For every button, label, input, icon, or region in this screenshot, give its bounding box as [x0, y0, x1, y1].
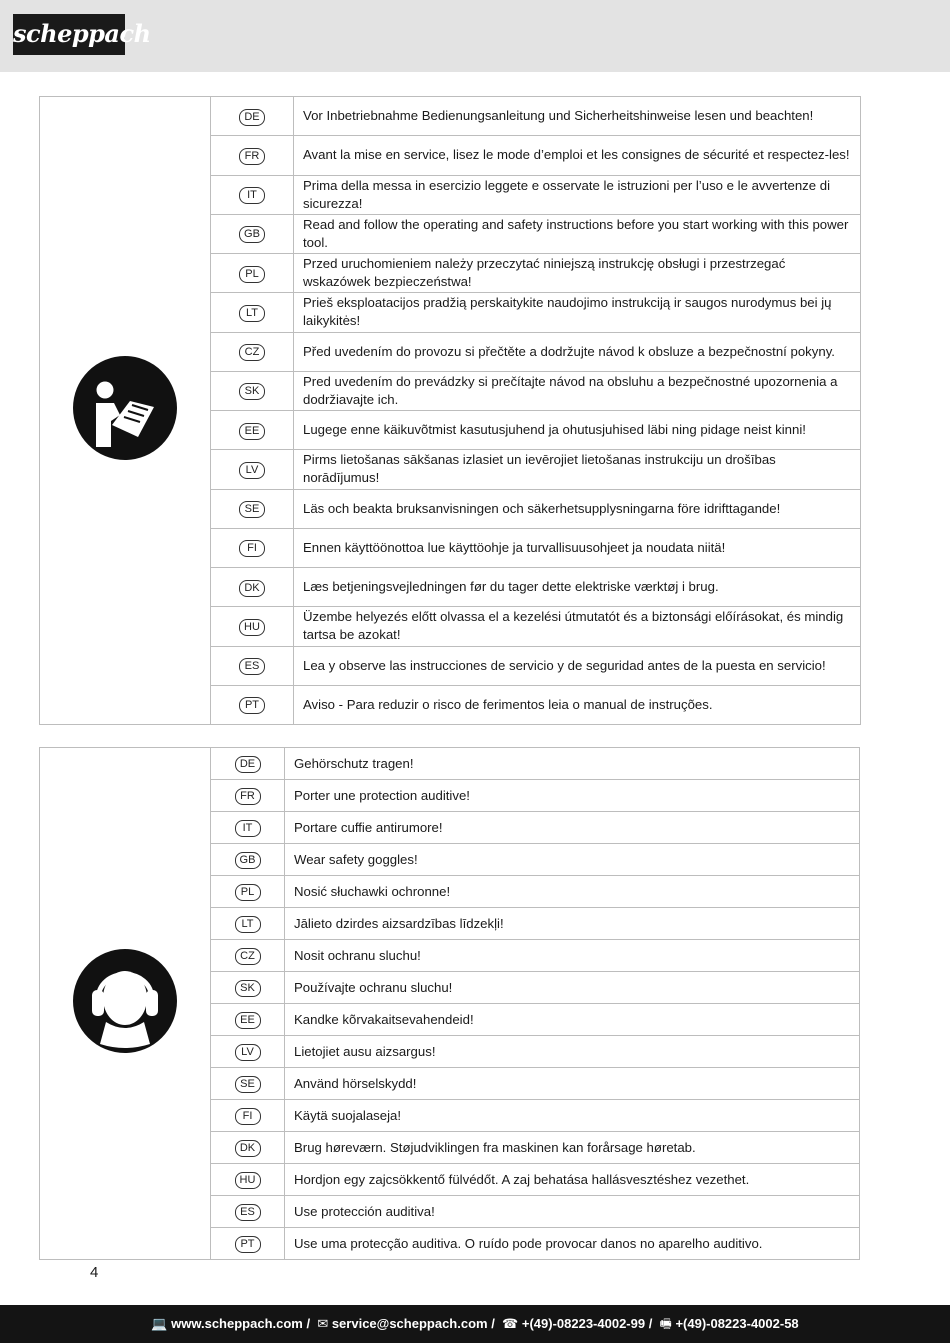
language-code-cell	[211, 411, 294, 450]
instruction-text: Use protección auditiva!	[285, 1196, 860, 1228]
instruction-text: Use uma protecção auditiva. O ruído pode provocar danos no aparelho auditivo.	[285, 1228, 860, 1260]
language-code-badge: LT	[235, 916, 261, 933]
read-manual-icon	[40, 97, 211, 725]
instruction-text: Brug høreværn. Støjudviklingen fra maskinen kan forårsage høretab.	[285, 1132, 860, 1164]
language-code-cell	[211, 214, 294, 253]
fax-icon: 🖷	[655, 1316, 676, 1331]
instruction-text: Przed uruchomieniem należy przeczytać niniejszą instrukcję obsługi i przestrzegać wskazówek bezpieczeństwa!	[294, 254, 861, 293]
language-code-cell	[211, 685, 294, 724]
phone-icon: ☎	[498, 1316, 522, 1331]
language-code-badge: CZ	[239, 344, 265, 361]
instruction-text: Nosić słuchawki ochronne!	[285, 876, 860, 908]
instruction-text: Lietojiet ausu aizsargus!	[285, 1036, 860, 1068]
computer-icon: 💻	[151, 1316, 172, 1331]
language-code-badge: SE	[239, 501, 265, 518]
language-code-badge: PL	[235, 884, 261, 901]
language-code-badge: FR	[235, 788, 261, 805]
instruction-text: Používajte ochranu sluchu!	[285, 972, 860, 1004]
instruction-text: Jālieto dzirdes aizsardzības līdzekļi!	[285, 908, 860, 940]
language-code-cell	[211, 646, 294, 685]
instruction-text: Read and follow the operating and safety instructions before you start working with this power tool.	[294, 214, 861, 253]
language-code-badge: IT	[235, 820, 261, 837]
language-code-badge: IT	[239, 187, 265, 204]
language-code-badge: CZ	[235, 948, 261, 965]
instruction-text: Porter une protection auditive!	[285, 780, 860, 812]
language-code-badge: GB	[239, 226, 265, 243]
language-code-cell	[211, 972, 285, 1004]
ear-protection-icon	[40, 748, 211, 1260]
language-code-cell	[211, 876, 285, 908]
language-code-cell	[211, 1004, 285, 1036]
instruction-text: Läs och beakta bruksanvisningen och säkerhetsupplysningarna före idrifttagande!	[294, 489, 861, 528]
instruction-text: Avant la mise en service, lisez le mode d’emploi et les consignes de sécurité et respectez-les!	[294, 136, 861, 175]
language-code-cell	[211, 1100, 285, 1132]
language-code-badge: PT	[235, 1236, 261, 1253]
language-code-cell	[211, 332, 294, 371]
language-code-badge: DE	[239, 109, 265, 126]
language-code-cell	[211, 371, 294, 410]
language-code-badge: GB	[235, 852, 261, 869]
language-code-badge: ES	[239, 658, 265, 675]
page-number: 4	[90, 1264, 99, 1281]
table-row	[40, 748, 860, 780]
language-code-badge: SE	[235, 1076, 261, 1093]
language-code-cell	[211, 293, 294, 332]
language-code-cell	[211, 1132, 285, 1164]
language-code-badge: HU	[239, 619, 265, 636]
language-code-badge: DK	[235, 1140, 261, 1157]
language-code-badge: EE	[235, 1012, 261, 1029]
read-manual-table	[39, 96, 861, 725]
instruction-text: Vor Inbetriebnahme Bedienungsanleitung und Sicherheitshinweise lesen und beachten!	[294, 97, 861, 136]
language-code-badge: PL	[239, 266, 265, 283]
language-code-cell	[211, 908, 285, 940]
language-code-cell	[211, 1036, 285, 1068]
language-code-cell	[211, 844, 285, 876]
instruction-text: Käytä suojalaseja!	[285, 1100, 860, 1132]
page-footer	[0, 1305, 950, 1343]
language-code-badge: FI	[235, 1108, 261, 1125]
instruction-text: Lea y observe las instrucciones de servicio y de seguridad antes de la puesta en servicio!	[294, 646, 861, 685]
language-code-cell	[211, 528, 294, 567]
language-code-cell	[211, 607, 294, 646]
instruction-text: Ennen käyttöönottoa lue käyttöohje ja turvallisuusohjeet ja noudata niitä!	[294, 528, 861, 567]
mail-icon: ✉	[313, 1316, 332, 1331]
language-code-badge: EE	[239, 423, 265, 440]
table-row	[40, 97, 861, 136]
footer-fax: +(49)-08223-4002-58	[675, 1316, 799, 1331]
instruction-text: Kandke kõrvakaitsevahendeid!	[285, 1004, 860, 1036]
language-code-cell	[211, 812, 285, 844]
instruction-text: Använd hörselskydd!	[285, 1068, 860, 1100]
language-code-badge: LV	[239, 462, 265, 479]
language-code-badge: PT	[239, 697, 265, 714]
language-code-cell	[211, 97, 294, 136]
instruction-text: Prima della messa in esercizio leggete e osservate le istruzioni per l’uso e le avvertenze di sicurezza!	[294, 175, 861, 214]
language-code-cell	[211, 175, 294, 214]
footer-website: www.scheppach.com /	[171, 1316, 311, 1331]
ear-protection-table	[39, 747, 860, 1260]
scheppach-logo: scheppach	[13, 14, 125, 55]
instruction-text: Üzembe helyezés előtt olvassa el a kezelési útmutatót és a biztonsági előírásokat, és mindig tartsa be azokat!	[294, 607, 861, 646]
instruction-text: Před uvedením do provozu si přečtěte a dodržujte návod k obsluze a bezpečnostní pokyny.	[294, 332, 861, 371]
language-code-cell	[211, 940, 285, 972]
language-code-cell	[211, 1196, 285, 1228]
footer-email: service@scheppach.com /	[331, 1316, 495, 1331]
instruction-text: Wear safety goggles!	[285, 844, 860, 876]
language-code-badge: SK	[239, 383, 265, 400]
instruction-text: Gehörschutz tragen!	[285, 748, 860, 780]
language-code-badge: SK	[235, 980, 261, 997]
instruction-text: Hordjon egy zajcsökkentő fülvédőt. A zaj behatása hallásvesztéshez vezethet.	[285, 1164, 860, 1196]
language-code-cell	[211, 489, 294, 528]
language-code-cell	[211, 568, 294, 607]
language-code-badge: DE	[235, 756, 261, 773]
language-code-cell	[211, 1068, 285, 1100]
instruction-text: Prieš eksploatacijos pradžią perskaitykite naudojimo instrukciją ir saugos nurodymus bei jų laikykitės!	[294, 293, 861, 332]
language-code-cell	[211, 1228, 285, 1260]
instruction-text: Pirms lietošanas sākšanas izlasiet un ievērojiet lietošanas instrukciju un drošības norādījumus!	[294, 450, 861, 489]
instruction-text: Nosit ochranu sluchu!	[285, 940, 860, 972]
instruction-text: Portare cuffie antirumore!	[285, 812, 860, 844]
language-code-cell	[211, 1164, 285, 1196]
instruction-text: Læs betjeningsvejledningen før du tager dette elektriske værktøj i brug.	[294, 568, 861, 607]
language-code-cell	[211, 748, 285, 780]
language-code-cell	[211, 254, 294, 293]
language-code-cell	[211, 136, 294, 175]
language-code-badge: ES	[235, 1204, 261, 1221]
language-code-badge: FI	[239, 540, 265, 557]
language-code-badge: FR	[239, 148, 265, 165]
instruction-text: Lugege enne käikuvõtmist kasutusjuhend ja ohutusjuhised läbi ning pidage neist kinni!	[294, 411, 861, 450]
language-code-badge: LT	[239, 305, 265, 322]
instruction-text: Pred uvedením do prevádzky si prečítajte návod na obsluhu a bezpečnostné upozornenia a dodržiavajte ich.	[294, 371, 861, 410]
instruction-text: Aviso - Para reduzir o risco de ferimentos leia o manual de instruções.	[294, 685, 861, 724]
language-code-cell	[211, 450, 294, 489]
language-code-badge: DK	[239, 580, 265, 597]
page-header	[0, 0, 950, 72]
language-code-cell	[211, 780, 285, 812]
language-code-badge: LV	[235, 1044, 261, 1061]
footer-phone: +(49)-08223-4002-99 /	[521, 1316, 653, 1331]
language-code-badge: HU	[235, 1172, 261, 1189]
